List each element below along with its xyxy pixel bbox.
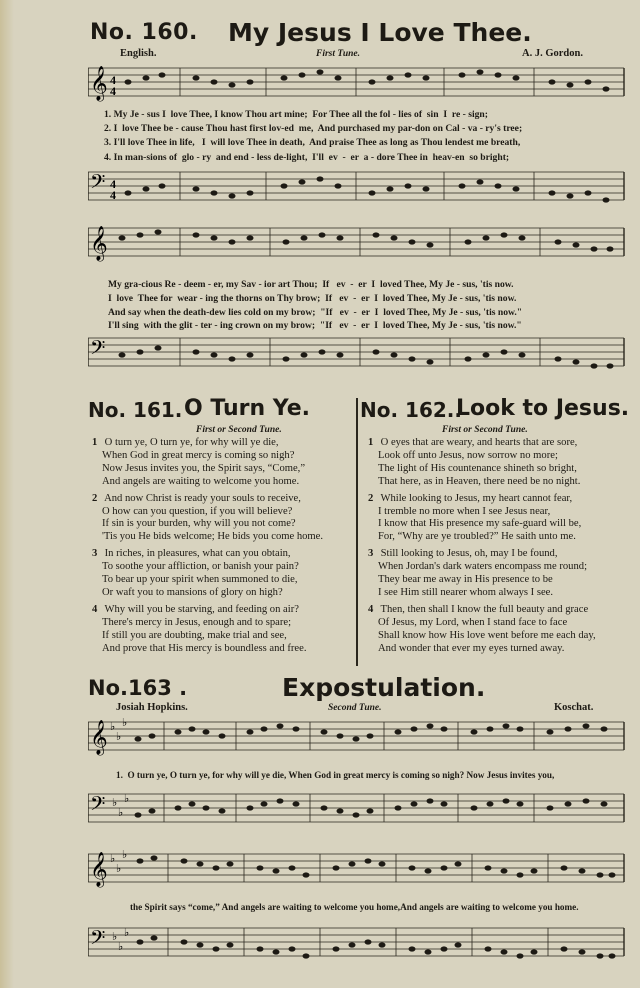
hymn-162-tune: First or Second Tune.	[442, 425, 528, 435]
hymn-163-tune: Second Tune.	[328, 703, 382, 713]
hymn-163-author: Josiah Hopkins.	[116, 702, 188, 713]
hymn-162-verse-2: 2 While looking to Jesus, my heart cannot fear, I tremble no more when I see Jesus near, I know that His presence my safe-guard will be, For, “Why are ye troubled?” He saith unto me.	[368, 492, 582, 543]
svg-text:4: 4	[110, 177, 116, 191]
hymn-161-verses	[92, 437, 354, 660]
hymn-161-verse-4: 4 Why will you be starving, and feeding on air? There's mercy in Jesus, enough and to spare; If still you are doubting, make trial and see, And prove that His mercy is boundless and free.	[92, 603, 307, 654]
hymn-160-lyrics-1: 1. My Je - sus I love Thee, I know Thou art mine; For Thee all the fol - lies of sin I re - sign; 2. I love Thee be - cause Thou hast first lov-ed me, And purchased my par-don on Cal - va - ry's tree; 3. I'll love Thee in life, I will love Thee in death, And praise Thee as long as Thou lendest me breath, 4. In man-sions of glo - ry and end - less de-light, I'll ev - er a - dore Thee in heav-en so bright;	[104, 109, 523, 163]
hymn-160-treble-staff-1	[88, 60, 628, 110]
hymn-161-verse-2: 2 And now Christ is ready your souls to receive, O how can you question, if you will believe? If sin is your burden, why will you not come? 'Tis you He bids welcome; He bids you come home.	[92, 492, 324, 543]
svg-text:♭: ♭	[124, 793, 130, 805]
svg-text:4: 4	[110, 84, 116, 98]
column-divider	[356, 398, 358, 666]
svg-text:𝄢: 𝄢	[90, 336, 106, 364]
svg-text:♭: ♭	[110, 721, 116, 733]
hymn-163-number: No.163 .	[88, 676, 188, 700]
hymn-160-bass-staff-1	[88, 164, 628, 214]
svg-text:𝄞: 𝄞	[90, 852, 108, 887]
hymn-160-title: My Jesus I Love Thee.	[228, 18, 532, 47]
page-edge	[0, 0, 14, 988]
hymn-160-origin: English.	[120, 48, 157, 59]
hymn-163-bass-staff-1	[88, 786, 628, 836]
hymn-160-composer: A. J. Gordon.	[522, 48, 583, 59]
hymn-163-composer: Koschat.	[554, 702, 594, 713]
svg-text:♭: ♭	[122, 849, 128, 861]
hymn-160-bass-staff-2	[88, 330, 628, 380]
hymn-161-number: No. 161.	[88, 398, 183, 422]
svg-text:4: 4	[110, 188, 116, 202]
hymn-160-tune: First Tune.	[316, 49, 360, 59]
hymn-160-number: No. 160.	[90, 20, 198, 45]
hymn-162-title: Look to Jesus.	[456, 396, 630, 421]
hymn-163-title: Expostulation.	[282, 673, 486, 702]
svg-text:♭: ♭	[124, 927, 130, 939]
hymn-163-lyrics-1: 1. O turn ye, O turn ye, for why will ye die, When God in great mercy is coming so nigh? Now Jesus invites you,	[116, 770, 555, 780]
svg-text:𝄞: 𝄞	[90, 66, 108, 101]
svg-text:𝄢: 𝄢	[90, 926, 106, 954]
svg-text:𝄢: 𝄢	[90, 792, 106, 820]
svg-text:♭: ♭	[116, 863, 122, 875]
svg-text:4: 4	[110, 73, 116, 87]
svg-text:♭: ♭	[110, 853, 116, 865]
hymn-160-treble-staff-2	[88, 220, 628, 270]
hymn-163-bass-staff-2	[88, 920, 628, 970]
hymn-161-tune: First or Second Tune.	[196, 425, 282, 435]
svg-text:♭: ♭	[112, 931, 118, 943]
hymn-162-verses	[368, 437, 636, 660]
hymn-163-lyrics-2: the Spirit says “come,” And angels are waiting to welcome you home,And angels are waiting to welcome you home.	[130, 902, 579, 912]
hymn-160-lyrics-2: My gra-cious Re - deem - er, my Sav - ior art Thou; If ev - er I loved Thee, My Je - sus, 'tis now. I love Thee for wear - ing the thorns on Thy brow; If ev - er I loved Thee, My Je - sus, 'tis now. And say when the death-dew lies cold on my brow; "If ev - er I loved Thee, My Je - sus, 'tis now." I'll sing with the glit - ter - ing crown on my brow; "If ev - er I loved Thee, My Je - sus, 'tis now."	[108, 279, 523, 332]
hymn-162-verse-3: 3 Still looking to Jesus, oh, may I be found, When Jordan's dark waters encompass me round; They bear me away in His presence to be I see Him still nearer whom always I see.	[368, 548, 588, 598]
hymn-161-verse-1: 1 O turn ye, O turn ye, for why will ye die, When God in great mercy is coming so nigh? Now Jesus invites you, the Spirit says, “Come,” And angels are waiting to welcome you home.	[92, 437, 306, 487]
svg-text:♭: ♭	[118, 941, 124, 953]
svg-text:♭: ♭	[116, 731, 122, 743]
hymn-161-title: O Turn Ye.	[184, 396, 310, 421]
hymn-163-treble-staff-2	[88, 846, 628, 896]
hymn-162-verse-1: 1 O eyes that are weary, and hearts that are sore, Look off unto Jesus, now sorrow no more; The light of His countenance shineth so bright, That here, as in Heaven, there need be no night.	[368, 437, 581, 487]
hymn-163-treble-staff-1	[88, 714, 628, 764]
svg-text:♭: ♭	[122, 717, 128, 729]
hymn-162-number: No. 162..	[360, 398, 462, 422]
svg-text:𝄞: 𝄞	[90, 226, 108, 261]
hymn-161-verse-3: 3 In riches, in pleasures, what can you obtain, To soothe your affliction, or banish your pain? To bear up your spirit when summoned to die, Or waft you to mansions of glory on high?	[92, 548, 299, 598]
svg-text:𝄞: 𝄞	[90, 720, 108, 755]
svg-text:♭: ♭	[118, 807, 124, 819]
svg-text:𝄢: 𝄢	[90, 170, 106, 198]
svg-text:♭: ♭	[112, 797, 118, 809]
hymn-162-verse-4: 4 Then, then shall I know the full beauty and grace Of Jesus, my Lord, when I stand face to face Shall know how His love went before me each day, And wonder that ever my eyes turned away.	[368, 603, 596, 654]
